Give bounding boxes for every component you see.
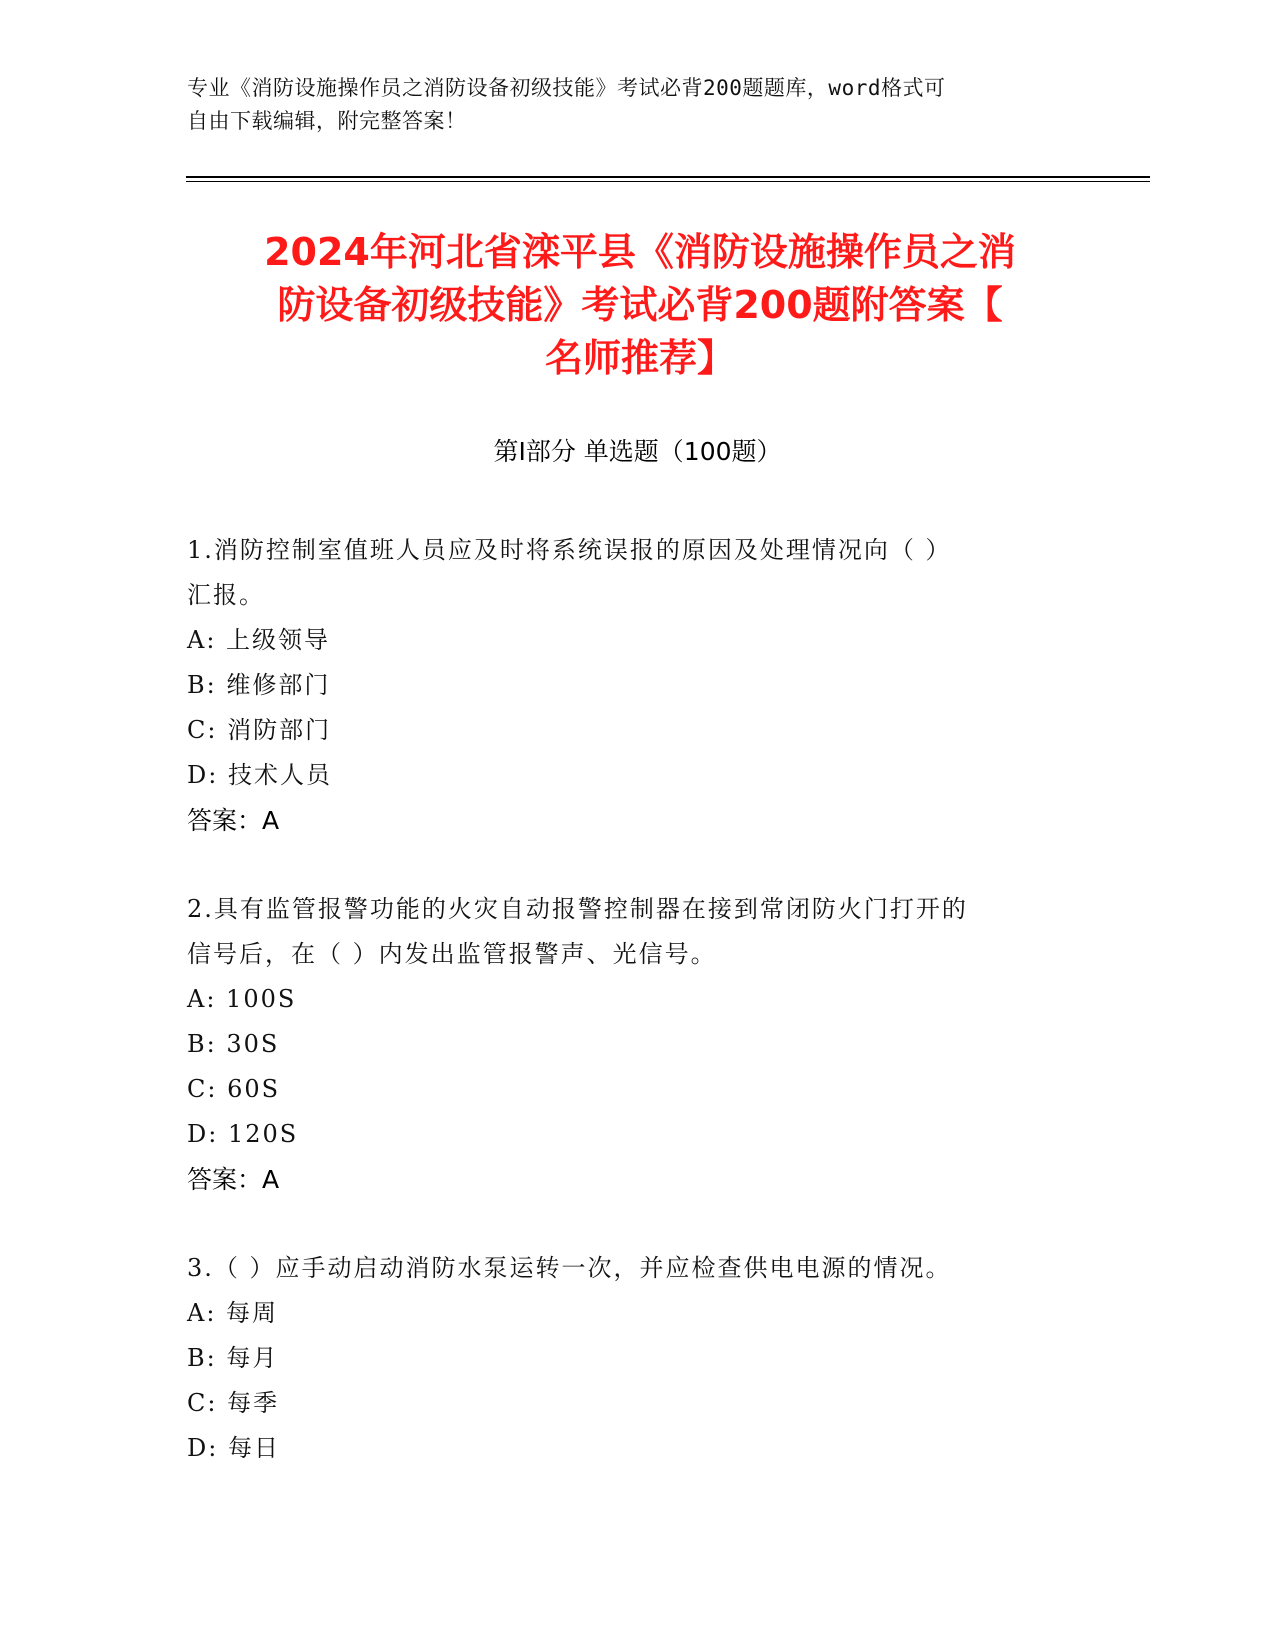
title-line-2: 防设备初级技能》考试必背200题附答案【 — [277, 283, 1003, 327]
question-stem-line-1: 2.具有监管报警功能的火灾自动报警控制器在接到常闭防火门打开的 — [187, 895, 968, 923]
answer: 答案：A — [187, 1165, 280, 1194]
option-b: B: 30S — [187, 1030, 280, 1058]
document-title — [180, 226, 1100, 385]
option-b: B: 维修部门 — [187, 671, 331, 699]
title-line-3: 名师推荐】 — [544, 336, 735, 380]
header-rule-thin — [186, 181, 1150, 182]
question-stem-line-1: 3.（ ）应手动启动消防水泵运转一次，并应检查供电电源的情况。 — [187, 1254, 952, 1282]
answer: 答案：A — [187, 806, 280, 835]
question-spacer — [187, 843, 1067, 887]
option-d: D: 技术人员 — [187, 761, 332, 789]
question-3 — [187, 1246, 1067, 1471]
question-spacer — [187, 1202, 1067, 1246]
question-list — [187, 528, 1067, 1471]
option-c: C: 每季 — [187, 1389, 280, 1417]
question-stem — [187, 887, 1067, 977]
title-line-1: 2024年河北省滦平县《消防设施操作员之消 — [264, 230, 1016, 274]
header-rule-thick — [186, 176, 1150, 178]
header-note-line-1: 专业《消防设施操作员之消防设备初级技能》考试必背200题题库，word格式可 — [187, 76, 946, 100]
option-b: B: 每月 — [187, 1344, 279, 1372]
question-1 — [187, 528, 1067, 843]
option-a: A: 上级领导 — [187, 626, 331, 654]
question-stem-line-1: 1.消防控制室值班人员应及时将系统误报的原因及处理情况向（ ） — [187, 536, 952, 564]
question-stem — [187, 528, 1067, 618]
option-a: A: 100S — [187, 985, 297, 1013]
question-2 — [187, 887, 1067, 1202]
option-c: C: 60S — [187, 1075, 281, 1103]
option-d: D: 每日 — [187, 1434, 280, 1462]
question-stem — [187, 1246, 1067, 1291]
section-heading: 第Ⅰ部分 单选题（100题） — [493, 437, 782, 466]
question-stem-line-2: 汇报。 — [187, 581, 265, 609]
option-a: A: 每周 — [187, 1299, 279, 1327]
question-stem-line-2: 信号后，在（ ）内发出监管报警声、光信号。 — [187, 940, 717, 968]
option-d: D: 120S — [187, 1120, 299, 1148]
header-note — [187, 72, 1067, 138]
header-note-line-2: 自由下载编辑，附完整答案！ — [187, 109, 467, 133]
option-c: C: 消防部门 — [187, 716, 332, 744]
